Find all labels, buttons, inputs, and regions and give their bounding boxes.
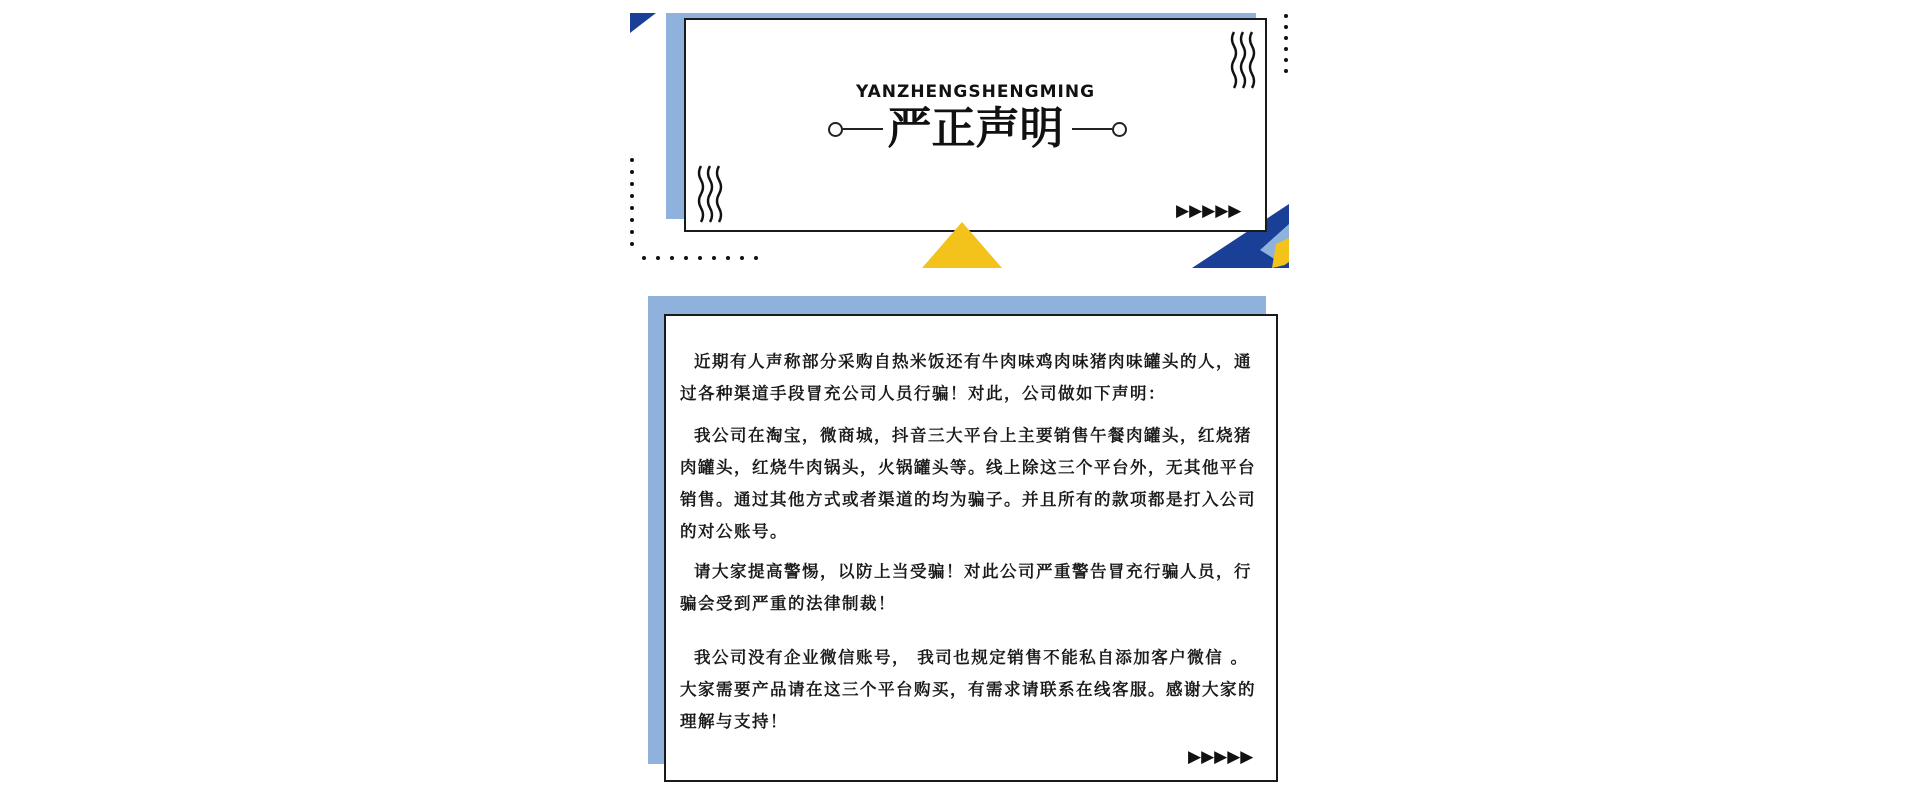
wave-icon xyxy=(1230,30,1256,90)
yellow-triangle xyxy=(922,222,1002,268)
arrows-decoration: ▶▶▶▶▶ xyxy=(1176,201,1242,221)
wave-icon xyxy=(697,164,723,224)
statement-paragraph: 近期有人声称部分采购自热米饭还有牛肉味鸡肉味猪肉味罐头的人，通过各种渠道手段冒充公司人员行骗！对此，公司做如下声明： xyxy=(680,352,1252,403)
header-subtitle: YANZHENGSHENGMING xyxy=(855,82,1096,102)
arrows-decoration: ▶▶▶▶▶ xyxy=(1188,747,1254,767)
connector-circle-right xyxy=(1112,122,1127,137)
connector-line-right xyxy=(1072,128,1112,130)
statement-paragraph: 我公司没有企业微信账号， 我司也规定销售不能私自添加客户微信 。大家需要产品请在这三个平台购买，有需求请联系在线客服。感谢大家的理解与支持！ xyxy=(680,648,1256,731)
corner-triangle-top-left xyxy=(630,13,656,33)
statement-paragraph: 我公司在淘宝，微商城，抖音三大平台上主要销售午餐肉罐头，红烧猪肉罐头，红烧牛肉锅头，火锅罐头等。线上除这三个平台外，无其他平台销售。通过其他方式或者渠道的均为骗子。并且所有的款项都是打入公司的对公账号。 xyxy=(680,426,1256,541)
page-title: 严正声明 xyxy=(887,103,1064,154)
dotted-frame-right xyxy=(1284,14,1290,84)
statement-paragraph: 请大家提高警惕，以防上当受骗！对此公司严重警告冒充行骗人员，行骗会受到严重的法律制裁！ xyxy=(680,562,1252,613)
